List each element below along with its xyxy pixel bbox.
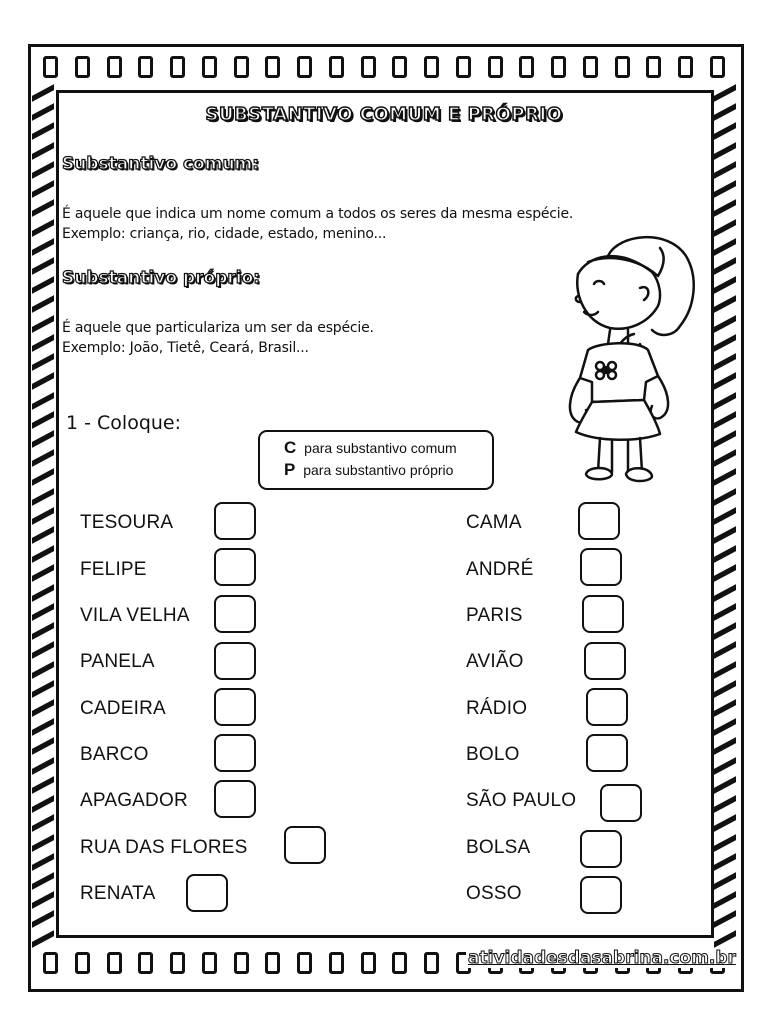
exercise-instruction: 1 - Coloque: xyxy=(66,412,182,434)
legend-box xyxy=(258,430,494,490)
page-title: SUBSTANTIVO COMUM E PRÓPRIO xyxy=(205,104,563,125)
word-left: TESOURA xyxy=(80,512,174,533)
legend-text: para substantivo comum xyxy=(304,440,457,456)
word-left: FELIPE xyxy=(80,559,147,580)
answer-box[interactable] xyxy=(580,830,622,868)
answer-box[interactable] xyxy=(584,642,626,680)
answer-box[interactable] xyxy=(284,826,326,864)
word-left: BARCO xyxy=(80,744,149,765)
definition-text: É aquele que indica um nome comum a todos os seres da mesma espécie. xyxy=(62,206,574,222)
word-left: RENATA xyxy=(80,883,156,904)
answer-box[interactable] xyxy=(214,595,256,633)
legend-row-proprio xyxy=(284,459,492,481)
word-right: OSSO xyxy=(466,883,522,904)
legend-row-comum xyxy=(284,437,492,459)
footer-website-link[interactable]: atividadesdasabrina.com.br xyxy=(468,948,736,968)
word-left: RUA DAS FLORES xyxy=(80,837,248,858)
word-left: APAGADOR xyxy=(80,790,188,811)
word-right: CAMA xyxy=(466,512,522,533)
definition-text: É aquele que particulariza um ser da espécie. xyxy=(62,320,374,336)
word-right: AVIÃO xyxy=(466,651,524,672)
answer-box[interactable] xyxy=(214,548,256,586)
border-left-stripes xyxy=(32,90,54,942)
border-right-stripes xyxy=(714,90,736,942)
definition-substantivo-comum xyxy=(62,204,573,244)
legend-letter: C xyxy=(284,438,297,457)
answer-box[interactable] xyxy=(214,642,256,680)
word-right: BOLO xyxy=(466,744,520,765)
answer-box[interactable] xyxy=(600,784,642,822)
answer-box[interactable] xyxy=(186,874,228,912)
example-text: Exemplo: João, Tietê, Ceará, Brasil... xyxy=(62,340,309,356)
word-right: PARIS xyxy=(466,605,523,626)
answer-box[interactable] xyxy=(214,688,256,726)
answer-box[interactable] xyxy=(578,502,620,540)
heading-substantivo-comum: Substantivo comum: xyxy=(62,154,260,174)
definition-substantivo-proprio xyxy=(62,318,374,358)
answer-box[interactable] xyxy=(214,780,256,818)
answer-box[interactable] xyxy=(586,688,628,726)
answer-box[interactable] xyxy=(580,876,622,914)
word-left: CADEIRA xyxy=(80,698,166,719)
word-right: RÁDIO xyxy=(466,698,528,719)
legend-letter: P xyxy=(284,460,296,479)
word-left: VILA VELHA xyxy=(80,605,190,626)
border-top-pattern xyxy=(40,50,728,84)
legend-text: para substantivo próprio xyxy=(303,462,454,478)
answer-box[interactable] xyxy=(586,734,628,772)
word-right: ANDRÉ xyxy=(466,559,534,580)
example-text: Exemplo: criança, rio, cidade, estado, menino... xyxy=(62,226,387,242)
answer-box[interactable] xyxy=(582,595,624,633)
heading-substantivo-proprio: Substantivo próprio: xyxy=(62,268,261,288)
girl-illustration xyxy=(548,226,708,492)
answer-box[interactable] xyxy=(214,502,256,540)
word-right: BOLSA xyxy=(466,837,531,858)
answer-box[interactable] xyxy=(214,734,256,772)
word-left: PANELA xyxy=(80,651,155,672)
answer-box[interactable] xyxy=(580,548,622,586)
word-right: SÃO PAULO xyxy=(466,790,577,811)
